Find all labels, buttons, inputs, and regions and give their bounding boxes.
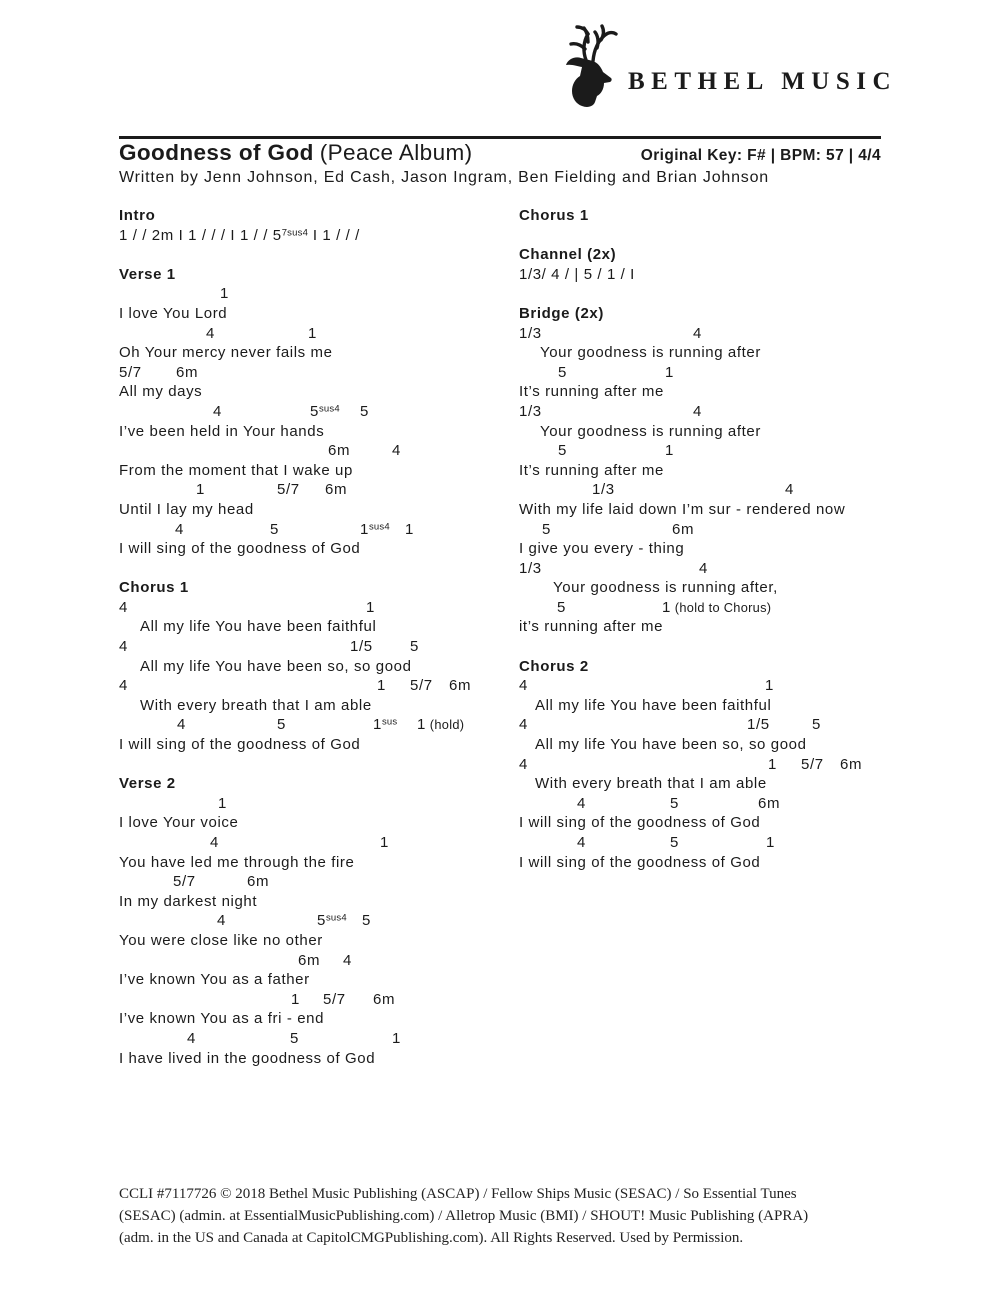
chord: 5 (557, 598, 566, 616)
lyric-line: Your goodness is running after, (553, 579, 778, 597)
chords-line (519, 402, 881, 422)
chords-line (119, 1029, 519, 1049)
chord: 4 (210, 834, 219, 851)
title-row (119, 140, 881, 166)
chords-line (119, 833, 519, 853)
chord: 1/3/ 4 / | 5 / 1 / I (519, 265, 635, 283)
song-section (519, 657, 881, 873)
chord: 4 (175, 520, 184, 538)
chords-line (119, 990, 519, 1010)
chord: 5 (270, 520, 279, 538)
chord: 4 (187, 1029, 196, 1047)
section-title: Chorus 1 (519, 207, 589, 224)
chord: 6m (325, 481, 348, 499)
chord: 5 (290, 1029, 299, 1047)
chord: 1 (291, 990, 300, 1008)
chords-line (519, 598, 881, 618)
lyric-line: All my life You have been so, so good (535, 736, 807, 754)
lyric-line: With every breath that I am able (140, 696, 372, 714)
chord: 4 (119, 598, 128, 616)
chord: 1 (665, 363, 674, 381)
chord: 1/3 (592, 481, 615, 499)
lyric-line: I will sing of the goodness of God (519, 814, 761, 832)
chord: 5/7 (173, 873, 196, 891)
copyright-line: (SESAC) (admin. at EssentialMusicPublishing.com) / Alletrop Music (BMI) / SHOUT! Music Publishing (APRA) (119, 1208, 809, 1224)
chords-line (519, 715, 881, 735)
chords-line (119, 637, 519, 657)
chords-line (519, 833, 881, 853)
lyric-line: Oh Your mercy never fails me (119, 344, 333, 362)
chord: 1 (765, 677, 774, 695)
chord: 4 (693, 402, 702, 420)
chord: $5^{sus4}$ (310, 402, 340, 420)
song-section (119, 265, 519, 559)
copyright-line: CCLI #7117726 © 2018 Bethel Music Publishing (ASCAP) / Fellow Ships Music (SESAC) / So Essential Tunes (119, 1186, 797, 1202)
chord: 4 (577, 834, 586, 851)
chord: 1 (196, 481, 205, 499)
chord: 5/7 (119, 363, 142, 381)
chord: 1 (768, 755, 777, 773)
chord: 5 (360, 402, 369, 420)
chords-line (519, 794, 881, 814)
chords-line (519, 324, 881, 344)
chords-line (119, 951, 519, 971)
chord: 6m (449, 677, 472, 695)
lyric-line: it’s running after me (519, 618, 664, 636)
song-title-group (119, 140, 473, 166)
chord: 1 (hold to Chorus) (662, 598, 772, 616)
section-title: Verse 1 (119, 265, 176, 283)
chords-line (119, 598, 519, 618)
chord: 4 (519, 716, 528, 734)
key-bpm-meter: Original Key: F# | BPM: 57 | 4/4 (640, 147, 881, 164)
chords-line (119, 324, 519, 344)
deer-head-icon (560, 22, 618, 108)
chord: 1/3 (519, 559, 542, 577)
chords-line (519, 676, 881, 696)
chord: 6m (247, 873, 270, 891)
lyric-line: From the moment that I wake up (119, 461, 353, 479)
chord: 1 (218, 794, 227, 812)
lyric-line: I’ve known You as a father (119, 971, 310, 989)
chord: 4 (119, 677, 128, 695)
chord: 4 (177, 716, 186, 734)
brand-wordmark: BETHEL MUSIC (628, 68, 898, 95)
chord: $1^{sus4}$ (360, 520, 390, 538)
chords-line (119, 402, 519, 422)
chords-line (119, 715, 519, 735)
chord: 1/3 (519, 402, 542, 420)
chords-line (119, 872, 519, 892)
chord: 5/7 (801, 755, 824, 773)
flow-line (119, 226, 519, 246)
chords-line (519, 520, 881, 540)
chord: 5/7 (277, 481, 300, 499)
chord: 6m (672, 520, 695, 538)
lyric-line: You were close like no other (119, 931, 323, 949)
song-body (119, 206, 881, 1088)
song-section (119, 578, 519, 754)
chord: 4 (392, 442, 401, 460)
bethel-music-logo (560, 22, 897, 108)
chord: 5/7 (323, 990, 346, 1008)
chord: 1 (308, 324, 317, 342)
chord: 5 (670, 794, 679, 812)
copyright-notice (119, 1183, 889, 1249)
section-title: Chorus 2 (519, 657, 589, 675)
chords-line (119, 441, 519, 461)
chord: 5 (670, 834, 679, 851)
chord: 5 (542, 520, 551, 538)
lyric-line: It’s running after me (519, 383, 664, 401)
album-name: (Peace Album) (319, 140, 473, 165)
chord: 4 (213, 402, 222, 420)
chords-line (119, 284, 519, 304)
chord: 1 (220, 285, 229, 303)
lyric-line: I will sing of the goodness of God (119, 540, 361, 558)
chord: 1 / / 2m I 1 / / / I 1 / / $5^{7sus4}$ (119, 226, 309, 244)
right-column (519, 206, 881, 1088)
chord: 4 (206, 324, 215, 342)
chord: 1 (380, 834, 389, 851)
chord: 6m (758, 794, 781, 812)
chord: 1 (hold) (417, 716, 465, 734)
chords-line (519, 755, 881, 775)
chord: 1/5 (350, 638, 373, 656)
section-title: Verse 2 (119, 775, 176, 793)
chord: 1/3 (519, 324, 542, 342)
chord: 1 (377, 677, 386, 695)
chords-line (119, 676, 519, 696)
section-title: Chorus 1 (119, 579, 189, 597)
lyric-line: With every breath that I am able (535, 775, 767, 793)
chord: 1 (405, 520, 414, 538)
chord: 6m (373, 990, 396, 1008)
chords-line (519, 441, 881, 461)
lyric-line: You have led me through the fire (119, 853, 355, 871)
chord: I 1 / / / (308, 226, 360, 244)
lyric-line: I will sing of the goodness of God (119, 736, 361, 754)
chord: 5 (558, 442, 567, 460)
chord: 1 (665, 442, 674, 460)
chord: 4 (519, 677, 528, 695)
flow-line (519, 265, 881, 285)
chord: $1^{sus}$ (373, 716, 398, 734)
section-title: Intro (119, 207, 156, 224)
chord: 4 (785, 481, 794, 499)
chord: 4 (519, 755, 528, 773)
chord: 4 (217, 912, 226, 930)
chord: 5 (277, 716, 286, 734)
chord: 1 (766, 834, 775, 851)
chords-line (119, 363, 519, 383)
copyright-line: (adm. in the US and Canada at CapitolCMGPublishing.com). All Rights Reserved. Used by Permission. (119, 1230, 744, 1246)
chord: 5/7 (410, 677, 433, 695)
chord: 1/5 (747, 716, 770, 734)
chords-line (119, 520, 519, 540)
chord: 5 (362, 912, 371, 930)
header-divider (119, 136, 881, 139)
chord: 5 (410, 638, 419, 656)
lyric-line: Your goodness is running after (540, 422, 761, 440)
song-section (519, 304, 881, 637)
lyric-line: I love You Lord (119, 304, 228, 322)
lyric-line: I’ve known You as a fri - end (119, 1010, 325, 1028)
chord: 6m (840, 755, 863, 773)
chords-line (519, 480, 881, 500)
chord: 6m (176, 363, 199, 381)
section-title: Channel (2x) (519, 246, 617, 264)
left-column (119, 206, 519, 1088)
writers-credit: Written by Jenn Johnson, Ed Cash, Jason Ingram, Ben Fielding and Brian Johnson (119, 169, 770, 186)
song-section (119, 206, 519, 245)
song-title: Goodness of God (119, 140, 314, 165)
lyric-line: I’ve been held in Your hands (119, 422, 325, 440)
lyric-line: All my life You have been faithful (140, 618, 377, 636)
chords-line (119, 911, 519, 931)
lyric-line: All my life You have been faithful (535, 696, 772, 714)
lyric-line: In my darkest night (119, 892, 258, 910)
chords-line (519, 363, 881, 383)
lyric-line: Your goodness is running after (540, 344, 761, 362)
chord: 1 (392, 1029, 401, 1047)
chord: 4 (343, 951, 352, 969)
lyric-line: All my life You have been so, so good (140, 657, 412, 675)
lyric-line: I will sing of the goodness of God (519, 853, 761, 871)
lyric-line: With my life laid down I’m sur - rendered now (519, 500, 846, 518)
song-section (119, 774, 519, 1068)
chord: 5 (812, 716, 821, 734)
chord: 6m (328, 442, 351, 460)
chords-line (519, 559, 881, 579)
chord: 4 (119, 638, 128, 656)
lyric-line: I have lived in the goodness of God (119, 1049, 376, 1067)
chord: $5^{sus4}$ (317, 912, 347, 930)
chord: 6m (298, 951, 321, 969)
chord: 5 (558, 363, 567, 381)
chords-line (119, 794, 519, 814)
song-section (519, 245, 881, 284)
chord: 4 (699, 559, 708, 577)
lyric-line: All my days (119, 383, 203, 401)
chord: 4 (577, 794, 586, 812)
chord: 1 (366, 598, 375, 616)
section-title: Bridge (2x) (519, 304, 604, 322)
lyric-line: I give you every - thing (519, 540, 685, 558)
chord: 4 (693, 324, 702, 342)
song-section (519, 206, 881, 226)
lyric-line: It’s running after me (519, 461, 664, 479)
lyric-line: I love Your voice (119, 814, 239, 832)
lyric-line: Until I lay my head (119, 500, 254, 518)
chords-line (119, 480, 519, 500)
